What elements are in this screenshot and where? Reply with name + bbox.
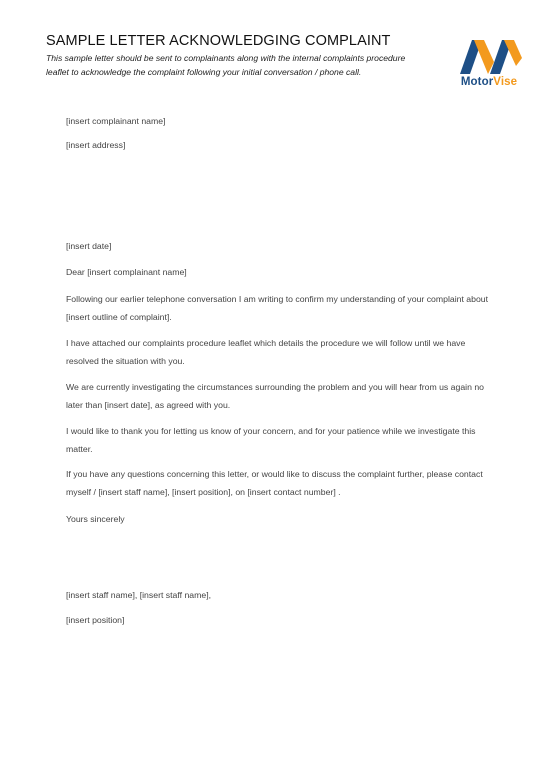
closing: Yours sincerely [66, 514, 125, 524]
logo-wordmark-motor: Motor [460, 76, 494, 88]
staff-names: [insert staff name], [insert staff name], [66, 590, 212, 600]
paragraph: We are currently investigating the circumstances surrounding the problem and you will hear from us again no later than [insert date], as agreed with you. [66, 382, 485, 410]
logo-wordmark [452, 76, 526, 88]
logo-wordmark-vise: Vise [493, 76, 518, 88]
paragraph: If you have any questions concerning this letter, or would like to discuss the complaint further, please contact myself / [insert staff name], [insert position], on [insert contact number] . [66, 469, 483, 497]
motorvise-m-logo-icon [452, 36, 526, 76]
paragraph: I would like to thank you for letting us know of your concern, and for your patience while we investigate this matter. [66, 426, 476, 454]
paragraph: Following our earlier telephone conversation I am writing to confirm my understanding of your complaint about [insert outline of complaint]. [66, 294, 489, 322]
staff-position: [insert position] [66, 615, 125, 625]
complainant-address: [insert address] [66, 140, 126, 150]
complainant-name: [insert complainant name] [66, 116, 166, 126]
motorvise-logo [452, 36, 526, 92]
paragraph: I have attached our complaints procedure leaflet which details the procedure we will follow until we have resolved the situation with you. [66, 338, 466, 366]
page-title: SAMPLE LETTER ACKNOWLEDGING COMPLAINT [46, 33, 391, 49]
letter-date: [insert date] [66, 241, 112, 251]
salutation: Dear [insert complainant name] [66, 267, 187, 277]
page-subtitle: This sample letter should be sent to complainants along with the internal complaints procedure leaflet to acknowledge the complaint following your initial conversation / phone call. [46, 53, 406, 77]
